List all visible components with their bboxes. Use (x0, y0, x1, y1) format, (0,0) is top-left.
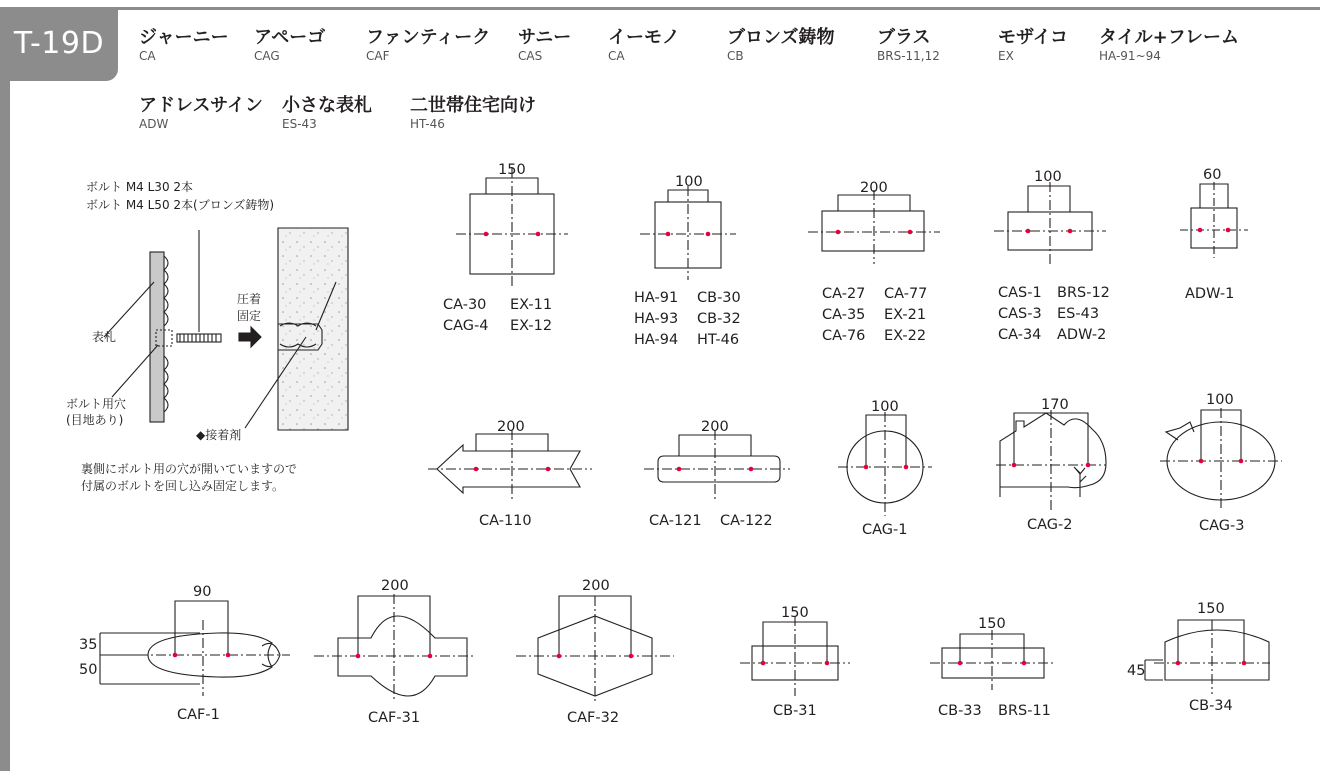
brand-code: CAS (518, 49, 543, 63)
model-label: CB-32 (697, 311, 741, 327)
drawing-adw1 (1180, 182, 1248, 258)
drawing-cag2 (996, 410, 1106, 510)
dim-label: 200 (381, 578, 409, 594)
brand-name: ジャーニー (139, 27, 229, 48)
drawing-ca27 (808, 190, 940, 264)
model-label: CAF-31 (368, 710, 421, 726)
model-label: ADW-2 (1057, 327, 1107, 343)
brand-code: CB (727, 49, 744, 63)
brand-name: モザイコ (998, 27, 1069, 48)
install-note-1: 裏側にボルト用の穴が開いていますので (81, 462, 298, 476)
brand-name: ファンティーク (366, 27, 491, 48)
model-label: ES-43 (1057, 306, 1100, 322)
label-press: 圧着 (237, 292, 262, 306)
brand-name: 小さな表札 (282, 95, 372, 116)
install-diagram (104, 228, 348, 430)
brand-name: ブラス (877, 27, 931, 48)
page-code-badge: T-19D (0, 7, 118, 81)
label-bolt-hole: ボルト用穴 (66, 397, 127, 411)
brand-name: アペーゴ (254, 27, 326, 48)
model-label: CA-110 (479, 513, 532, 529)
brand-code: CAG (254, 49, 280, 63)
model-label: CAG-4 (443, 318, 489, 334)
model-label: CAF-1 (177, 707, 220, 723)
dim-label: 200 (582, 578, 610, 594)
dim-label: 90 (193, 584, 212, 600)
brand-code: CAF (366, 49, 390, 63)
brand-code: BRS-11,12 (877, 49, 940, 63)
brand-code: EX (998, 49, 1014, 63)
label-fix: 固定 (237, 309, 262, 323)
model-label: EX-22 (884, 328, 927, 344)
model-label: HA-91 (634, 290, 679, 306)
model-label: CA-35 (822, 307, 866, 323)
label-joint: (目地あり) (66, 413, 124, 427)
model-label: CA-34 (998, 327, 1042, 343)
brand-code: HA-91~94 (1099, 49, 1161, 63)
nameplate-section (150, 252, 164, 422)
brand-name: アドレスサイン (139, 95, 263, 116)
dim-label: 150 (978, 616, 1006, 632)
model-label: ADW-1 (1185, 286, 1235, 302)
dim-label: 35 (79, 637, 98, 653)
model-label: CAG-3 (1199, 518, 1245, 534)
tree-icon (1074, 467, 1086, 497)
dim-label: 60 (1203, 167, 1222, 183)
drawing-ca30 (456, 168, 568, 286)
model-label: HA-94 (634, 332, 679, 348)
drawing-cag1 (838, 412, 932, 516)
model-label: CAS-3 (998, 306, 1042, 322)
install-note-2: 付属のボルトを回し込み固定します。 (81, 479, 285, 493)
model-label: CA-76 (822, 328, 866, 344)
model-label: EX-11 (510, 297, 553, 313)
dim-label: 100 (871, 399, 899, 415)
model-label: CB-34 (1189, 698, 1233, 714)
dim-label: 200 (497, 419, 525, 435)
brand-code: HT-46 (410, 117, 445, 131)
drawing-ha91 (640, 186, 736, 280)
model-label: CA-121 (649, 513, 702, 529)
drawing-cag3 (1160, 408, 1282, 510)
model-label: CB-33 (938, 703, 982, 719)
drawing-cas1 (994, 182, 1106, 264)
dim-label: 50 (79, 662, 98, 678)
arrow-right-icon (239, 327, 261, 347)
drawing-ca121 (644, 430, 790, 500)
drawing-caf32 (516, 596, 674, 702)
dim-label: 150 (498, 162, 526, 178)
bolt-icon (177, 334, 221, 342)
wall-section (278, 228, 348, 430)
dim-label: 45 (1127, 663, 1146, 679)
brand-name: サニー (518, 27, 572, 48)
brand-name: ブロンズ鋳物 (727, 27, 835, 48)
brand-name: イーモノ (608, 27, 680, 48)
brand-name: 二世帯住宅向け (410, 95, 536, 116)
model-label: CA-77 (884, 286, 928, 302)
dim-label: 100 (1206, 392, 1234, 408)
dim-label: 100 (1034, 169, 1062, 185)
brand-code: CA (139, 49, 156, 63)
dim-label: 170 (1041, 397, 1069, 413)
model-label: HA-93 (634, 311, 679, 327)
drawing-caf31 (314, 594, 474, 702)
dim-label: 100 (675, 174, 703, 190)
model-label: CA-27 (822, 286, 866, 302)
model-label: BRS-12 (1057, 285, 1110, 301)
model-label: EX-21 (884, 307, 927, 323)
adhesive-wave (164, 256, 168, 412)
model-label: CAF-32 (567, 710, 620, 726)
brand-code: CA (608, 49, 625, 63)
model-label: BRS-11 (998, 703, 1051, 719)
bolt-spec-2: ボルト M4 L50 2本(ブロンズ鋳物) (86, 198, 275, 212)
dim-label: 150 (1197, 601, 1225, 617)
brand-code: ADW (139, 117, 169, 131)
brand-code: ES-43 (282, 117, 317, 131)
model-label: EX-12 (510, 318, 553, 334)
model-label: CA-122 (720, 513, 773, 529)
brand-name: タイル+フレーム (1099, 27, 1240, 48)
dim-label: 200 (701, 419, 729, 435)
drawing-ca110 (428, 430, 592, 500)
drawing-caf1 (100, 601, 290, 696)
dim-label: 200 (860, 180, 888, 196)
dim-label: 150 (781, 605, 809, 621)
label-nameplate: 表札 (92, 330, 117, 344)
model-label: CAG-1 (862, 522, 908, 538)
model-label: CA-30 (443, 297, 487, 313)
model-label: CB-31 (773, 703, 817, 719)
label-adhesive: ◆接着剤 (196, 428, 242, 442)
drawing-cb34 (1145, 620, 1270, 694)
model-label: CAS-1 (998, 285, 1042, 301)
bolt-spec-1: ボルト M4 L30 2本 (86, 180, 194, 194)
drawing-cb33 (930, 630, 1056, 690)
model-label: CB-30 (697, 290, 741, 306)
model-label: CAG-2 (1027, 517, 1073, 533)
drawing-cb31 (740, 616, 850, 696)
model-label: HT-46 (697, 332, 740, 348)
